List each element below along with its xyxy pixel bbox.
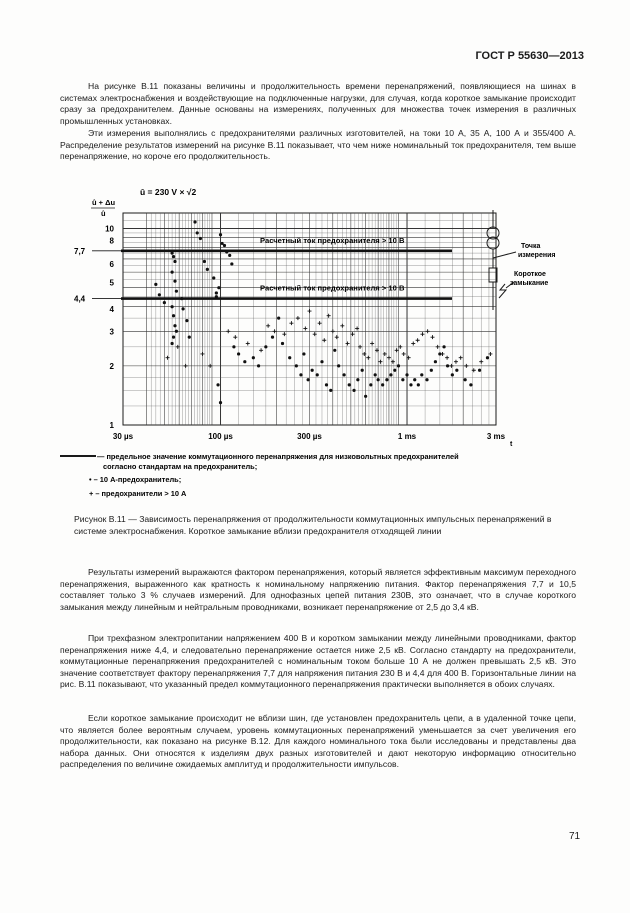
data-point-10a xyxy=(173,280,176,283)
data-point-10a xyxy=(196,231,199,234)
data-point-over10a xyxy=(322,338,326,342)
data-point-10a xyxy=(232,345,235,348)
x-tick-label: 3 ms xyxy=(486,432,506,441)
data-point-10a xyxy=(237,352,240,355)
data-point-10a xyxy=(170,305,173,308)
data-point-over10a xyxy=(464,364,468,368)
data-point-10a xyxy=(478,369,481,372)
x-unit-mark: t xyxy=(510,441,513,448)
data-point-over10a xyxy=(282,332,286,336)
data-point-10a xyxy=(288,356,291,359)
data-point-over10a xyxy=(335,335,339,339)
body-paragraph-3: Если короткое замыкание происходит не вблизи шин, где установлен предохранитель цепи, а в удаленной точке цепи, что является более вероятным случаем, уровень коммутационных перенапряжений уменьшается за счет увеличения его продолжительности, как показано на рисунке В.12. Для каждого номинального тока были исследованы и представлены два набора данных. Они относятся к изделиям двух разных изготовителей и дают некоторую информацию относительно распределения по величине ожидаемых амплитуд и продолжительности импульсов. xyxy=(60,713,576,770)
data-point-10a xyxy=(348,383,351,386)
data-point-10a xyxy=(175,330,178,333)
data-point-over10a xyxy=(200,352,204,356)
data-point-over10a xyxy=(273,329,277,333)
data-point-10a xyxy=(413,378,416,381)
data-point-10a xyxy=(401,378,404,381)
data-point-10a xyxy=(225,250,228,253)
data-point-10a xyxy=(329,389,332,392)
data-point-10a xyxy=(185,319,188,322)
data-point-10a xyxy=(219,401,222,404)
data-point-10a xyxy=(374,373,377,376)
y-tick-label: 5 xyxy=(109,278,114,288)
data-point-over10a xyxy=(449,364,453,368)
yaxis-label-num: û + Δu xyxy=(92,198,116,207)
data-point-10a xyxy=(181,307,184,310)
data-point-10a xyxy=(352,389,355,392)
data-point-10a xyxy=(170,342,173,345)
intro-paragraph-2: Эти измерения выполнялись с предохранителями различных изготовителей, на токи 10 А, 35 А, 100 А и 355/400 А. Распределение результатов измерений на рисунке В.11 показывает, что чем ниже номинальный ток предохранителя, тем выше перенапряжение, но короче его продолжительность. xyxy=(60,128,576,162)
legend-item-10a: • – 10 А-предохранитель; xyxy=(89,475,182,484)
data-point-10a xyxy=(277,317,280,320)
y-tick-label: 6 xyxy=(109,260,114,270)
data-point-over10a xyxy=(303,326,307,330)
data-point-10a xyxy=(333,349,336,352)
data-point-over10a xyxy=(472,368,476,372)
data-point-over10a xyxy=(184,364,188,368)
data-point-10a xyxy=(455,369,458,372)
data-point-10a xyxy=(405,373,408,376)
data-point-10a xyxy=(343,373,346,376)
data-point-10a xyxy=(397,364,400,367)
data-point-10a xyxy=(173,260,176,263)
data-point-over10a xyxy=(445,356,449,360)
data-point-10a xyxy=(180,297,183,300)
data-point-10a xyxy=(271,336,274,339)
short-circuit-symbol xyxy=(499,284,506,298)
data-point-10a xyxy=(364,395,367,398)
data-point-10a xyxy=(393,369,396,372)
x-tick-labels xyxy=(113,432,506,441)
data-point-over10a xyxy=(436,345,440,349)
data-point-10a xyxy=(223,244,226,247)
data-point-10a xyxy=(163,301,166,304)
data-point-10a xyxy=(425,378,428,381)
data-point-10a xyxy=(252,356,255,359)
data-point-10a xyxy=(170,271,173,274)
data-point-10a xyxy=(299,373,302,376)
data-point-10a xyxy=(442,345,445,348)
data-point-over10a xyxy=(289,321,293,325)
data-point-10a xyxy=(409,383,412,386)
data-point-10a xyxy=(381,383,384,386)
data-point-10a xyxy=(420,373,423,376)
data-point-10a xyxy=(311,369,314,372)
data-point-over10a xyxy=(327,314,331,318)
data-point-10a xyxy=(172,336,175,339)
data-point-over10a xyxy=(411,341,415,345)
legend-item-limit: — предельное значение коммутационного перенапряжения для низковольтных предохранителей согласно стандартам на предохранитель; xyxy=(97,452,459,471)
data-point-10a xyxy=(307,378,310,381)
data-point-10a xyxy=(175,290,178,293)
diagram-label-point: Точка измерения xyxy=(518,243,556,259)
data-point-over10a xyxy=(479,360,483,364)
data-point-over10a xyxy=(370,341,374,345)
data-point-over10a xyxy=(426,329,430,333)
x-tick-label: 100 µs xyxy=(208,432,233,441)
data-point-10a xyxy=(385,378,388,381)
data-point-over10a xyxy=(346,341,350,345)
data-point-10a xyxy=(193,220,196,223)
y-tick-label: 10 xyxy=(105,224,114,234)
data-point-10a xyxy=(172,314,175,317)
legend-item-over10a: + – предохранители > 10 А xyxy=(89,489,187,498)
data-point-10a xyxy=(316,373,319,376)
data-point-over10a xyxy=(318,321,322,325)
data-point-over10a xyxy=(208,364,212,368)
data-point-over10a xyxy=(378,360,382,364)
data-point-over10a xyxy=(166,356,170,360)
data-point-10a xyxy=(158,293,161,296)
reference-line-label: Расчетный ток предохранителя > 10 В xyxy=(260,235,405,245)
x-tick-label: 300 µs xyxy=(297,432,322,441)
data-point-over10a xyxy=(431,335,435,339)
y-tick-label: 2 xyxy=(109,361,114,371)
y-tick-label: 8 xyxy=(109,236,114,246)
data-point-10a xyxy=(320,360,323,363)
data-point-over10a xyxy=(366,356,370,360)
standard-header: ГОСТ Р 55630—2013 xyxy=(475,50,584,62)
data-point-10a xyxy=(417,383,420,386)
data-point-over10a xyxy=(454,360,458,364)
formula-top: û = 230 V × √2 xyxy=(140,187,197,197)
diagram-label-short: Короткое замыкание xyxy=(510,271,549,287)
data-point-10a xyxy=(337,364,340,367)
y-tick-label: 3 xyxy=(109,327,114,337)
data-point-10a xyxy=(199,237,202,240)
y-tick-labels xyxy=(74,225,122,430)
data-point-10a xyxy=(243,360,246,363)
data-point-10a xyxy=(369,383,372,386)
data-point-over10a xyxy=(441,352,445,356)
figure-caption: Рисунок В.11 — Зависимость перенапряжения от продолжительности коммутационных импульсных перенапряжений в системе электроснабжения. Короткое замыкание вблизи предохранителя отходящей линии xyxy=(74,514,552,536)
data-point-10a xyxy=(446,364,449,367)
data-point-over10a xyxy=(416,338,420,342)
data-point-10a xyxy=(486,356,489,359)
data-point-over10a xyxy=(226,329,230,333)
data-point-over10a xyxy=(246,341,250,345)
data-point-over10a xyxy=(420,332,424,336)
data-point-over10a xyxy=(331,329,335,333)
data-point-10a xyxy=(203,260,206,263)
data-point-over10a xyxy=(402,352,406,356)
data-point-10a xyxy=(206,268,209,271)
data-point-10a xyxy=(451,373,454,376)
data-point-10a xyxy=(325,383,328,386)
data-point-10a xyxy=(230,262,233,265)
y-tick-label: 1 xyxy=(109,421,114,430)
data-point-over10a xyxy=(259,348,263,352)
data-point-over10a xyxy=(383,352,387,356)
data-point-10a xyxy=(434,360,437,363)
x-tick-label: 1 ms xyxy=(397,432,417,441)
data-point-over10a xyxy=(296,316,300,320)
data-point-10a xyxy=(212,276,215,279)
x-tick-label: 30 µs xyxy=(112,432,134,441)
y-tick-label: 4 xyxy=(109,304,114,314)
body-paragraph-2: При трехфазном электропитании напряжением 400 В и коротком замыкании между линейными проводниками, фактор перенапряжения ниже 4,4, и следовательно перенапряжение остается ниже 2,5 кВ. Согласно стандарту на предохранители, коммутационные перенапряжения предохранителей с номинальным током больше 10 А не должен превышать 2,5 кВ. Это значение соответствует фактору перенапряжения 7,7 для напряжения питания 230 В и 4,4 для 400 В. Горизонтальные линии на рис. В.11 показывают, что указанный предел коммутационного перенапряжения практически выполняется в обоих случаях. xyxy=(60,633,576,690)
data-point-10a xyxy=(172,255,175,258)
data-point-over10a xyxy=(308,309,312,313)
circuit-diagram xyxy=(487,210,516,310)
data-point-10a xyxy=(215,295,218,298)
data-point-10a xyxy=(217,286,220,289)
data-point-10a xyxy=(257,364,260,367)
data-point-10a xyxy=(170,251,173,254)
data-point-10a xyxy=(295,364,298,367)
data-point-10a xyxy=(264,345,267,348)
intro-paragraph-1: На рисунке В.11 показаны величины и продолжительность времени перенапряжений, появляющиеся на шинах в системах электроснабжения и воздействующие на подключенные нагрузки, для случая, когда короткое замыкание происходит сразу за предохранителем. Данные основаны на измерениях, полученных для множества точек измерения в различных промышленных установках. xyxy=(60,81,576,126)
body-paragraph-1: Результаты измерений выражаются фактором перенапряжения, который является эффективным максимум переходного перенапряжения, выраженного как кратность к номинальному напряжению питания. Фактор перенапряжения 7,7 и 10,5 составляет только 3 % случаев измерений. Для однофазных цепей питания 230В, это означает, что в случае короткого замыкания между линейным и нейтральным проводниками, возникает перенапряжение от 2,5 до 3,4 кВ. xyxy=(60,567,576,612)
data-point-10a xyxy=(173,324,176,327)
data-point-over10a xyxy=(233,335,237,339)
data-point-10a xyxy=(464,378,467,381)
data-point-10a xyxy=(219,233,222,236)
data-point-10a xyxy=(216,383,219,386)
reference-line-label: Расчетный ток предохранителя > 10 В xyxy=(260,283,405,293)
data-point-10a xyxy=(281,342,284,345)
data-point-10a xyxy=(389,373,392,376)
y-tick-label: 7,7 xyxy=(74,246,86,256)
data-point-over10a xyxy=(459,356,463,360)
data-point-10a xyxy=(469,383,472,386)
data-point-over10a xyxy=(266,324,270,328)
data-point-10a xyxy=(228,254,231,257)
data-point-10a xyxy=(356,378,359,381)
data-point-over10a xyxy=(395,348,399,352)
data-point-10a xyxy=(430,369,433,372)
data-point-over10a xyxy=(387,356,391,360)
data-point-10a xyxy=(215,291,218,294)
data-point-10a xyxy=(302,352,305,355)
data-point-10a xyxy=(377,378,380,381)
page-number: 71 xyxy=(569,831,581,842)
data-point-10a xyxy=(361,369,364,372)
data-point-10a xyxy=(188,336,191,339)
data-point-over10a xyxy=(398,345,402,349)
reference-lines xyxy=(121,236,452,299)
yaxis-label-den: û xyxy=(101,209,106,218)
data-point-10a xyxy=(154,283,157,286)
y-tick-label: 4,4 xyxy=(74,294,86,304)
data-point-over10a xyxy=(340,324,344,328)
